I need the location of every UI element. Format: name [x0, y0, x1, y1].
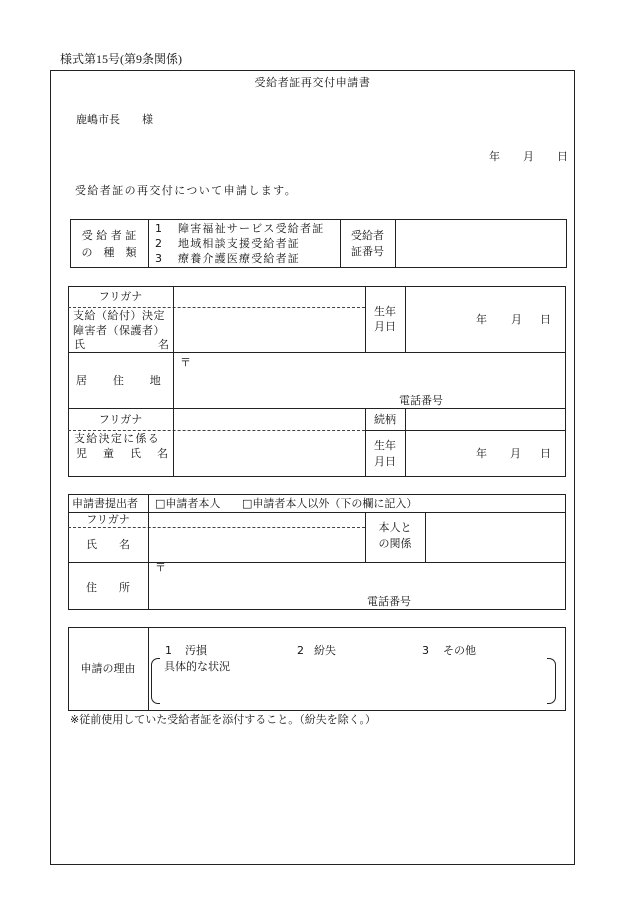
applicant-address-label: 住 所 — [86, 581, 130, 594]
form-title: 受給者証再交付申請書 — [254, 76, 371, 89]
column-divider — [395, 219, 396, 268]
row-divider — [68, 408, 566, 409]
beneficiary-birth-label: 月日 — [374, 320, 396, 333]
applicant-phone-label: 電話番号 — [367, 595, 411, 608]
reason-option-lost: 紛失 — [314, 644, 336, 657]
column-divider — [405, 408, 406, 477]
reason-option-number: 2 — [297, 644, 304, 657]
applicant-label: 申請書提出者 — [72, 497, 138, 510]
certificate-type-number: 3 — [155, 252, 162, 265]
applicant-relation-label: の関係 — [378, 537, 412, 550]
applicant-name-label: 氏 名 — [86, 538, 130, 551]
child-name-label: 支給決定に係る — [74, 432, 161, 445]
beneficiary-name-label: 支給（給付）決定 — [73, 309, 165, 322]
beneficiary-name-label: 障害者（保護者） — [73, 324, 165, 337]
column-divider — [148, 219, 149, 268]
certificate-number-label: 証番号 — [351, 245, 384, 258]
addressee: 鹿嶋市長 様 — [76, 113, 153, 126]
beneficiary-birth-day: 日 — [540, 313, 551, 326]
child-birth-year: 年 — [476, 447, 487, 460]
row-divider — [68, 352, 566, 353]
reason-option-number: 3 — [422, 644, 429, 657]
beneficiary-phone-label: 電話番号 — [399, 394, 443, 407]
certificate-type-label: の 種 類 — [81, 246, 137, 259]
child-birth-label: 月日 — [374, 455, 396, 468]
row-divider — [365, 430, 566, 431]
application-date-year: 年 — [489, 150, 500, 163]
child-birth-month: 月 — [510, 447, 521, 460]
certificate-type-option: 障害福祉サービス受給者証 — [178, 222, 325, 235]
child-name-label: 児 童 氏 名 — [76, 447, 171, 460]
applicant-furigana-label: フリガナ — [86, 513, 130, 526]
applicant-postal-mark: 〒 — [155, 561, 166, 574]
dashed-divider — [68, 307, 365, 308]
child-birth-day: 日 — [540, 447, 551, 460]
reason-detail-label: 具体的な状況 — [164, 660, 230, 673]
applicant-option-self: □申請者本人 — [155, 497, 221, 510]
certificate-type-number: 2 — [155, 237, 162, 250]
applicant-option-other: □申請者本人以外（下の欄に記入） — [242, 497, 418, 510]
certificate-type-label: 受 給 者 証 — [81, 229, 137, 242]
certificate-type-option: 療養介護医療受給者証 — [178, 252, 300, 265]
column-divider — [340, 219, 341, 268]
child-furigana-label: フリガナ — [98, 413, 143, 426]
beneficiary-address-label: 居 住 地 — [76, 374, 163, 387]
beneficiary-furigana-label: フリガナ — [98, 290, 143, 303]
relation-label: 続柄 — [374, 413, 396, 426]
beneficiary-postal-mark: 〒 — [180, 356, 191, 369]
certificate-type-option: 地域相談支援受給者証 — [178, 237, 300, 250]
detail-bracket-left — [151, 658, 160, 704]
column-divider — [365, 286, 366, 352]
column-divider — [173, 286, 174, 477]
application-statement: 受給者証の再交付について申請します。 — [75, 184, 298, 197]
attachment-note: ※従前使用していた受給者証を添付すること。（紛失を除く。） — [70, 713, 376, 726]
column-divider — [405, 286, 406, 352]
column-divider — [148, 494, 149, 610]
reason-label: 申請の理由 — [80, 662, 136, 675]
beneficiary-birth-label: 生年 — [374, 305, 396, 318]
reason-option-soiled: 汚損 — [185, 644, 207, 657]
applicant-relation-label: 本人と — [378, 521, 412, 534]
certificate-number-label: 受給者 — [351, 229, 384, 242]
row-divider — [68, 562, 566, 563]
form-number: 様式第15号(第9条関係) — [60, 52, 182, 66]
beneficiary-name-label-end: 名 — [158, 338, 169, 351]
application-date-day: 日 — [557, 150, 568, 163]
reason-option-other: その他 — [443, 644, 476, 657]
column-divider — [148, 627, 149, 711]
beneficiary-birth-year: 年 — [476, 313, 487, 326]
dashed-divider — [68, 430, 365, 431]
column-divider — [425, 512, 426, 562]
dashed-divider — [68, 527, 365, 528]
child-birth-label: 生年 — [374, 439, 396, 452]
reason-option-number: 1 — [165, 644, 172, 657]
beneficiary-birth-month: 月 — [511, 313, 522, 326]
detail-bracket-right — [547, 658, 556, 704]
application-date-month: 月 — [523, 150, 534, 163]
certificate-type-number: 1 — [155, 222, 162, 235]
beneficiary-name-label-start: 氏 — [74, 338, 85, 351]
